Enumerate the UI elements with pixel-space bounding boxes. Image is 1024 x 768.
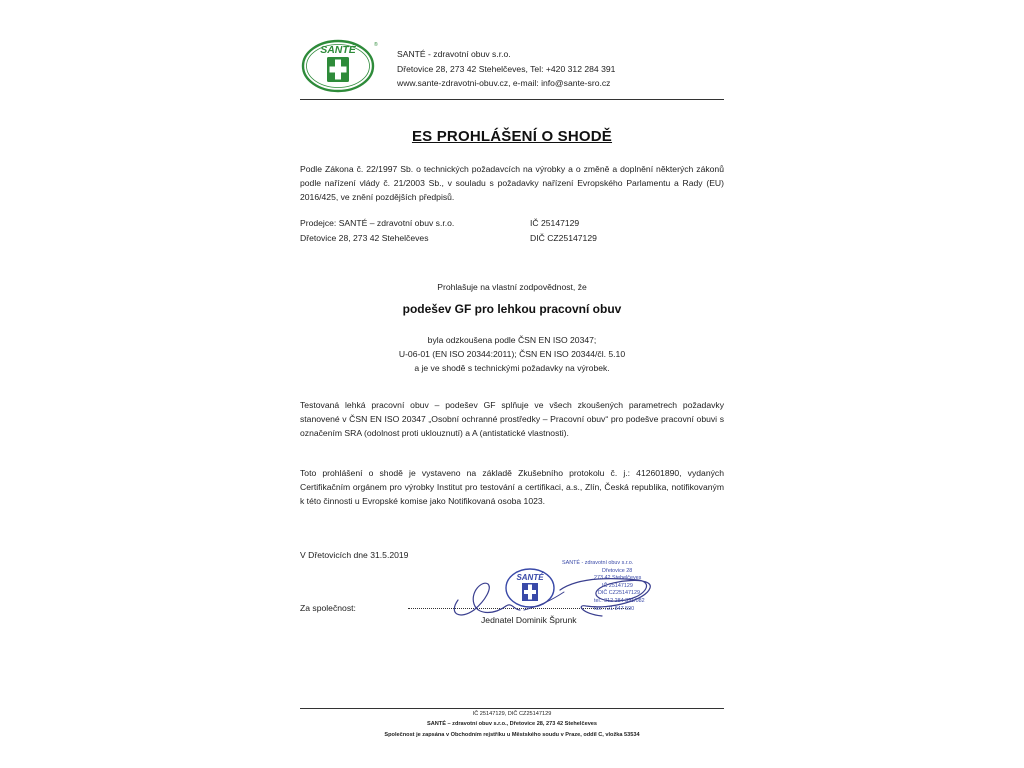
issue-date: V Dřetovicích dne 31.5.2019 [300,550,409,560]
tested-line-1: byla odzkoušena podle ČSN EN ISO 20347; [427,335,597,345]
stamp-wordmark: SANTÉ [516,573,544,582]
intro-paragraph: Podle Zákona č. 22/1997 Sb. o technických požadavcích na výrobky a o změně a doplnění některých zákonů podle nařízení vlády č. 21/2003 Sb., v souladu s požadavky nařízení Evropského Parlamentu a Rady (EU) 2016/425, ve znění pozdějších předpisů. [300,164,724,203]
tested-paragraph: Testovaná lehká pracovní obuv – podešev GF splňuje ve všech zkoušených parametrech požadavky stanovené v ČSN EN ISO 20347 „Osobní ochranné prostředky – Pracovní obuv“ pro podešve pracovní obuvi s označením SRA (odolnost proti uklouznutí) a A (antistatické vlastnosti). [300,400,724,439]
stamp-line-6: tel.: 312 284 391/082 [594,597,645,604]
stamp-line-2: Dřetovice 28 [602,567,633,574]
svg-text:®: ® [374,42,378,48]
seller-ic: IČ 25147129 [530,218,580,228]
document-title: ES PROHLÁŠENÍ O SHODĚ [411,128,613,145]
tested-line-3: a je ve shodě s technickými požadavky na výrobek. [414,362,610,373]
footer-divider [300,708,724,709]
company-info [397,47,615,91]
header-divider [300,99,724,100]
footer-registry: Společnost je zapsána v Obchodním rejstříku u Městského soudu v Praze, oddíl C, vložka 53534 [384,732,640,738]
seller-dic: DIČ CZ25147129 [530,233,597,243]
signatory-name: Jednatel Dominik Šprunk [481,615,577,625]
stamp-line-1: SANTÉ - zdravotní obuv s.r.o. [562,560,634,566]
footer-address: SANTÉ – zdravotní obuv s.r.o., Dřetovice 28, 273 42 Stehelčeves [426,721,598,727]
product-name: podešev GF pro lehkou pracovní obuv [402,302,622,316]
footer-ids: IČ 25147129, DIČ CZ25147129 [472,711,552,717]
stamp-line-5: DIČ CZ25147129 [598,590,640,597]
declaration-statement: Prohlašuje na vlastní zodpovědnost, že [437,282,587,292]
company-name: SANTÉ - zdravotní obuv s.r.o. [397,49,511,59]
company-web-email: www.sante-zdravotni-obuv.cz, e-mail: info@sante-sro.cz [397,78,611,89]
seller-name: Prodejce: SANTÉ – zdravotní obuv s.r.o. [300,218,455,228]
logo-wordmark: SANTÉ [320,44,356,56]
for-company-label: Za společnost: [300,603,356,613]
stamp-line-4: IČ 25147129 [602,582,633,589]
testing-info [300,334,724,375]
stamp-line-7: fax: 721 847 590 [594,605,635,612]
seller-address: Dřetovice 28, 273 42 Stehelčeves [300,233,429,243]
company-address-phone: Dřetovice 28, 273 42 Stehelčeves, Tel: +420 312 284 391 [397,63,616,74]
tested-line-2: U-06-01 (EN ISO 20344:2011); ČSN EN ISO 20344/čl. 5.10 [398,348,626,359]
stamp-line-3: 273 42 Stehelčeves [594,575,642,582]
sante-logo [300,36,382,96]
protocol-paragraph: Toto prohlášení o shodě je vystaveno na základě Zkušebního protokolu č. j.: 412601890, vydaných Certifikačním orgánem pro výrobky Institut pro testování a certifikaci, a.s., Zlín, Česká republika, notifikovaným k této činnosti u Evropské komise jako Notifikovaná osoba 1023. [300,468,724,507]
